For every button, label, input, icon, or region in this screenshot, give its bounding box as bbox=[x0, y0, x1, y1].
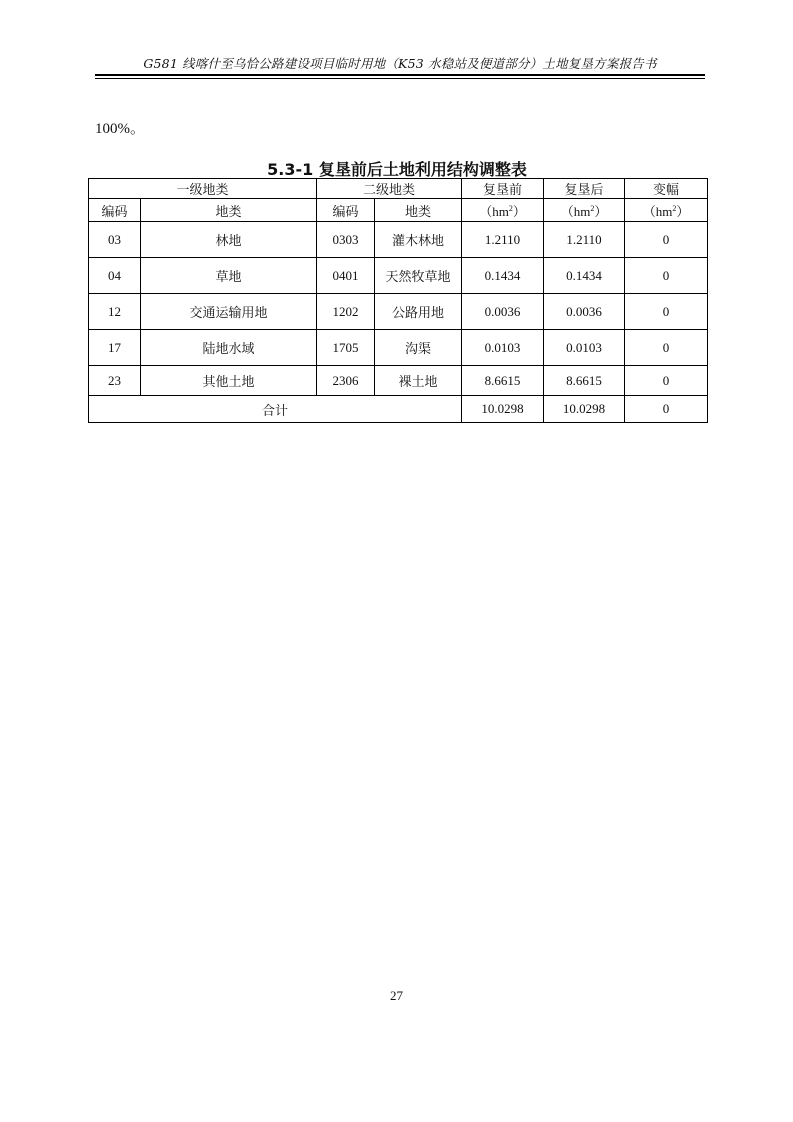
cell-change: 0 bbox=[625, 222, 708, 258]
header-before: 复垦前 bbox=[462, 179, 544, 199]
cell-code1: 03 bbox=[89, 222, 141, 258]
subheader-type1: 地类 bbox=[141, 199, 317, 222]
cell-type1: 其他土地 bbox=[141, 366, 317, 396]
header-rule-thin bbox=[95, 78, 705, 79]
cell-code2: 1202 bbox=[317, 294, 375, 330]
table-row bbox=[89, 294, 708, 330]
header-change: 变幅 bbox=[625, 179, 708, 199]
unit-text: hm bbox=[655, 203, 673, 219]
cell-after: 0.1434 bbox=[544, 258, 625, 294]
cell-after: 0.0103 bbox=[544, 330, 625, 366]
unit-change: $(hm^2)$ bbox=[625, 199, 708, 222]
table-subheader-row bbox=[89, 199, 708, 222]
cell-code1: 23 bbox=[89, 366, 141, 396]
subheader-code2: 编码 bbox=[317, 199, 375, 222]
table-title: 5.3-1 复垦前后土地利用结构调整表 bbox=[267, 160, 527, 179]
cell-code1: 04 bbox=[89, 258, 141, 294]
cell-change: 0 bbox=[625, 330, 708, 366]
cell-code2: 0303 bbox=[317, 222, 375, 258]
cell-type1: 交通运输用地 bbox=[141, 294, 317, 330]
table-header-row bbox=[89, 179, 708, 199]
cell-change: 0 bbox=[625, 294, 708, 330]
cell-type2: 灌木林地 bbox=[375, 222, 462, 258]
cell-after: 1.2110 bbox=[544, 222, 625, 258]
page-header: G581 线喀什至乌恰公路建设项目临时用地（K53 水稳站及便道部分）土地复垦方案报告书 bbox=[143, 56, 657, 71]
cell-type1: 草地 bbox=[141, 258, 317, 294]
table-row bbox=[89, 330, 708, 366]
cell-change: 0 bbox=[625, 366, 708, 396]
cell-code1: 12 bbox=[89, 294, 141, 330]
total-before: 10.0298 bbox=[462, 396, 544, 423]
cell-type1: 林地 bbox=[141, 222, 317, 258]
cell-type2: 天然牧草地 bbox=[375, 258, 462, 294]
cell-code2: 1705 bbox=[317, 330, 375, 366]
cell-before: 0.0036 bbox=[462, 294, 544, 330]
body-paragraph: 100%。 bbox=[95, 121, 145, 137]
unit-after: $(hm^2)$ bbox=[544, 199, 625, 222]
cell-before: 8.6615 bbox=[462, 366, 544, 396]
cell-type2: 裸土地 bbox=[375, 366, 462, 396]
cell-type1: 陆地水域 bbox=[141, 330, 317, 366]
cell-code2: 2306 bbox=[317, 366, 375, 396]
unit-text: hm bbox=[492, 203, 509, 219]
cell-before: 0.0103 bbox=[462, 330, 544, 366]
cell-code1: 17 bbox=[89, 330, 141, 366]
cell-type2: 沟渠 bbox=[375, 330, 462, 366]
unit-text: hm bbox=[573, 203, 591, 219]
header-level1: 一级地类 bbox=[89, 179, 317, 199]
cell-change: 0 bbox=[625, 258, 708, 294]
total-after: 10.0298 bbox=[544, 396, 625, 423]
land-use-table bbox=[88, 178, 708, 423]
cell-before: 0.1434 bbox=[462, 258, 544, 294]
table-row bbox=[89, 258, 708, 294]
header-after: 复垦后 bbox=[544, 179, 625, 199]
cell-after: 0.0036 bbox=[544, 294, 625, 330]
subheader-type2: 地类 bbox=[375, 199, 462, 222]
cell-type2: 公路用地 bbox=[375, 294, 462, 330]
cell-after: 8.6615 bbox=[544, 366, 625, 396]
table-total-row bbox=[89, 396, 708, 423]
cell-code2: 0401 bbox=[317, 258, 375, 294]
total-change: 0 bbox=[625, 396, 708, 423]
cell-before: 1.2110 bbox=[462, 222, 544, 258]
header-rule-thick bbox=[95, 74, 705, 76]
page-number: 27 bbox=[390, 988, 403, 1003]
table-row bbox=[89, 222, 708, 258]
total-label: 合计 bbox=[89, 396, 462, 423]
subheader-code1: 编码 bbox=[89, 199, 141, 222]
unit-before: $(hm^2)$ bbox=[462, 199, 544, 222]
table-row bbox=[89, 366, 708, 396]
header-level2: 二级地类 bbox=[317, 179, 462, 199]
